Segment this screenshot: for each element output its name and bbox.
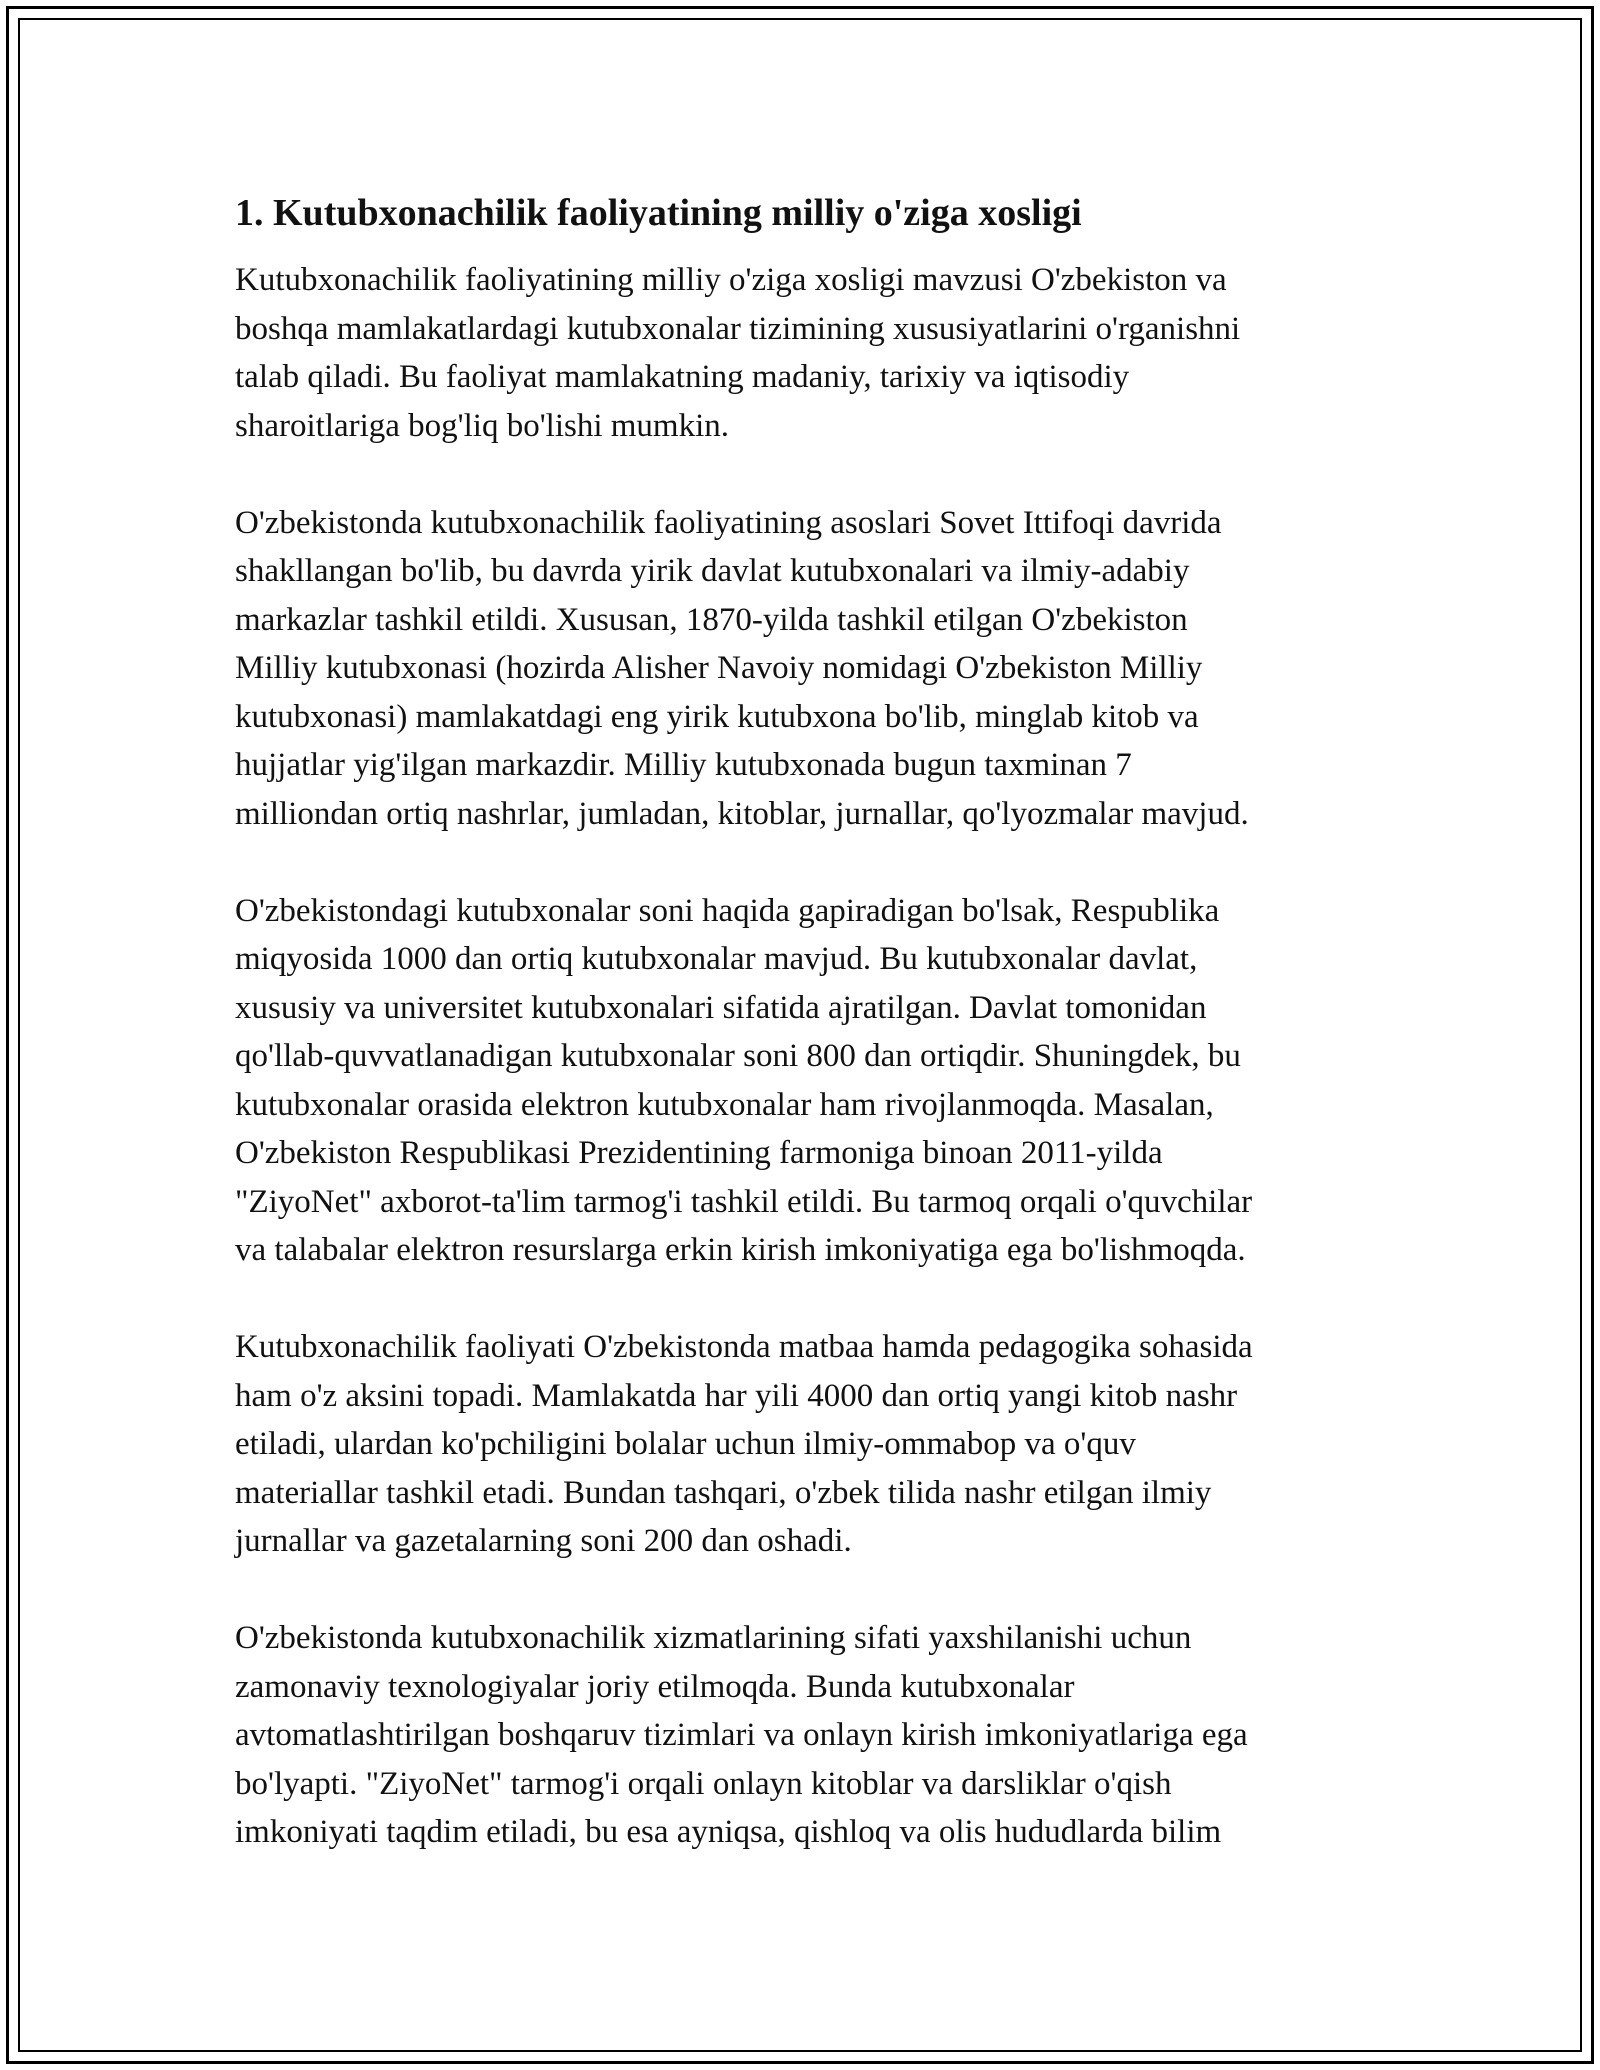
paragraph-line: imkoniyati taqdim etiladi, bu esa ayniqsa, qishloq va olis hududlarda bilim [235,1814,1222,1850]
paragraph-line: O'zbekistondagi kutubxonalar soni haqida gapiradigan bo'lsak, Respublika [235,892,1220,929]
paragraph-line: hujjatlar yig'ilgan markazdir. Milliy kutubxonada bugun taxminan 7 [235,747,1132,783]
paragraph-line: etiladi, ulardan ko'pchiligini bolalar uchun ilmiy-ommabop va o'quv [235,1426,1136,1462]
paragraph-line: xususiy va universitet kutubxonalari sifatida ajratilgan. Davlat tomonidan [235,989,1207,1026]
paragraph-line: va talabalar elektron resurslarga erkin kirish imkoniyatiga ega bo'lishmoqda. [235,1232,1246,1268]
paragraph-line: zamonaviy texnologiyalar joriy etilmoqda. Bunda kutubxonalar [235,1668,1075,1705]
paragraph-4 [235,1323,1385,1566]
paragraph-line: sharoitlariga bog'liq bo'lishi mumkin. [235,407,730,444]
paragraph-line: markazlar tashkil etildi. Xususan, 1870-yilda tashkil etilgan O'zbekiston [235,601,1188,638]
paragraph-line: kutubxonalar orasida elektron kutubxonalar ham rivojlanmoqda. Masalan, [235,1086,1214,1123]
paragraph-line: shakllangan bo'lib, bu davrda yirik davlat kutubxonalari va ilmiy-adabiy [235,553,1190,589]
paragraph-line: Kutubxonachilik faoliyatining milliy o'ziga xosligi mavzusi O'zbekiston va [235,262,1227,298]
paragraph-line: ham o'z aksini topadi. Mamlakatda har yili 4000 dan ortiq yangi kitob nashr [235,1377,1238,1414]
paragraph-line: O'zbekistonda kutubxonachilik faoliyatining asoslari Sovet Ittifoqi davrida [235,504,1222,541]
paragraph-line: materiallar tashkil etadi. Bundan tashqari, o'zbek tilida nashr etilgan ilmiy [235,1474,1212,1511]
paragraph-5 [235,1614,1385,1857]
paragraph-line: "ZiyoNet" axborot-ta'lim tarmog'i tashkil etildi. Bu tarmoq orqali o'quvchilar [235,1183,1253,1220]
paragraph-line: O'zbekistonda kutubxonachilik xizmatlarining sifati yaxshilanishi uchun [235,1620,1192,1656]
paragraph-line: milliondan ortiq nashrlar, jumladan, kitoblar, jurnallar, qo'lyozmalar mavjud. [235,795,1249,832]
paragraph-2 [235,499,1385,839]
paragraph-line: qo'llab-quvvatlanadigan kutubxonalar soni 800 dan ortiqdir. Shuningdek, bu [235,1038,1241,1074]
paragraphs-container [235,256,1385,1857]
paragraph-line: talab qiladi. Bu faoliyat mamlakatning madaniy, tarixiy va iqtisodiy [235,359,1130,395]
paragraph-line: kutubxonasi) mamlakatdagi eng yirik kutubxona bo'lib, minglab kitob va [235,698,1199,735]
paragraph-line: O'zbekiston Respublikasi Prezidentining farmoniga binoan 2011-yilda [235,1135,1163,1171]
paragraph-line: Milliy kutubxonasi (hozirda Alisher Navoiy nomidagi O'zbekiston Milliy [235,650,1203,686]
paragraph-line: jurnallar va gazetalarning soni 200 dan oshadi. [235,1523,852,1559]
paragraph-line: boshqa mamlakatlardagi kutubxonalar tizimining xususiyatlarini o'rganishni [235,310,1241,347]
paragraph-line: avtomatlashtirilgan boshqaruv tizimlari va onlayn kirish imkoniyatlariga ega [235,1717,1248,1753]
paragraph-line: bo'lyapti. "ZiyoNet" tarmog'i orqali onlayn kitoblar va darsliklar o'qish [235,1765,1172,1802]
paragraph-line: Kutubxonachilik faoliyati O'zbekistonda matbaa hamda pedagogika sohasida [235,1329,1253,1365]
document-body [235,186,1385,1905]
paragraph-1 [235,256,1385,450]
paragraph-3 [235,887,1385,1275]
paragraph-line: miqyosida 1000 dan ortiq kutubxonalar mavjud. Bu kutubxonalar davlat, [235,941,1198,977]
section-heading: 1. Kutubxonachilik faoliyatining milliy o'ziga xosligi [235,192,1082,234]
